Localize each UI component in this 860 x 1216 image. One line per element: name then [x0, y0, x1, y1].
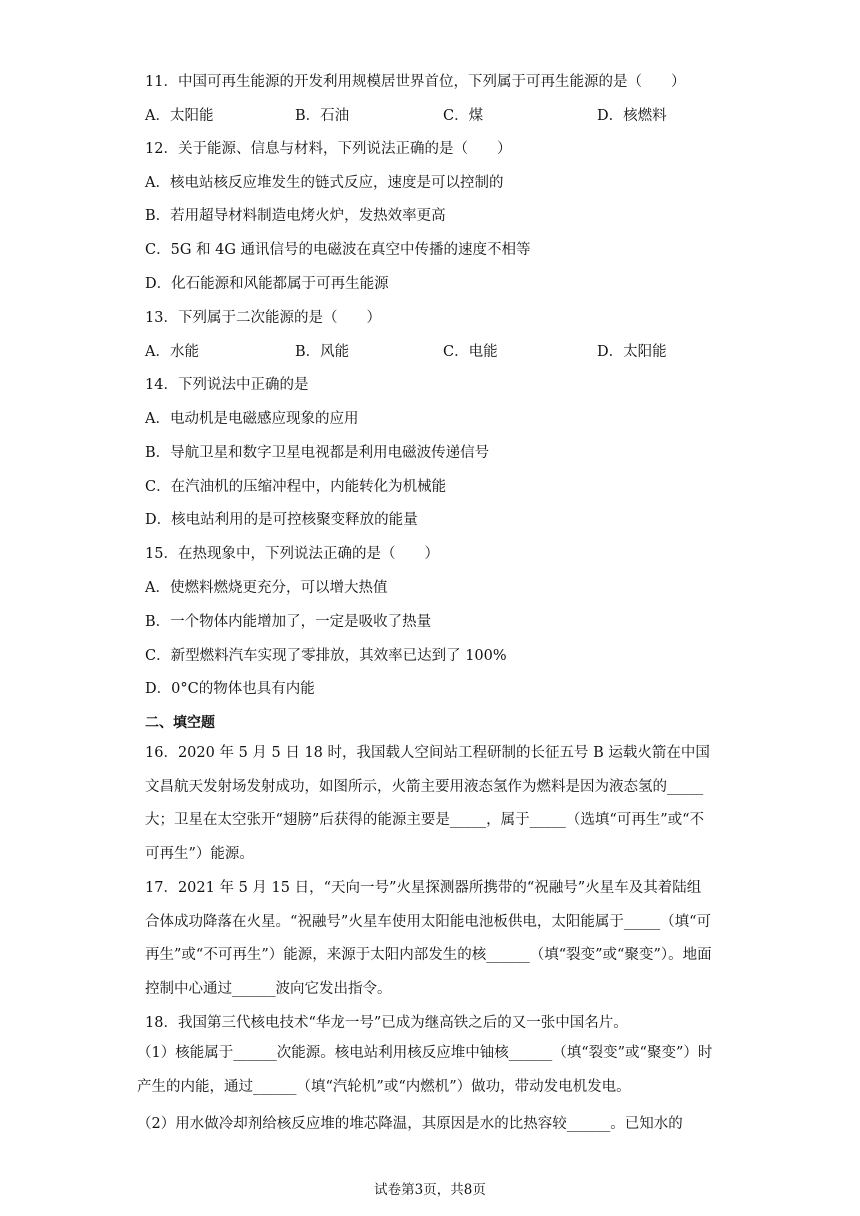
q14-stem: 14．下列说法中正确的是 [145, 377, 309, 393]
q15-option-b: B．一个物体内能增加了，一定是吸收了热量 [145, 614, 432, 630]
q14-option-c: C．在汽油机的压缩冲程中，内能转化为机械能 [145, 479, 447, 495]
q13-stem: 13．下列属于二次能源的是（ ） [145, 310, 381, 326]
q15-option-c: C．新型燃料汽车实现了零排放，其效率已达到了 100% [145, 648, 507, 664]
q11-option-b: B．石油 [295, 108, 350, 124]
q18-stem: 18．我国第三代核电技术“华龙一号”已成为继高铁之后的又一张中国名片。 [145, 1015, 628, 1031]
q13-option-a: A．水能 [145, 344, 199, 360]
q13-option-c: C．电能 [443, 344, 498, 360]
q12-option-d: D．化石能源和风能都属于可再生能源 [145, 276, 389, 292]
q17-text: 17．2021 年 5 月 15 日，“天向一号”火星探测器所携带的“祝融号”火星车及其着陆组合体成功降落在火星。“祝融号”火星车使用太阳能电池板供电，太阳能属于_____（填“可再生”或“不可再生”）能源，来源于太阳内部发生的核______（填“裂变”或“聚变”）。地面控制中心通过______波向它发出指令。 [145, 880, 712, 997]
q12-option-a: A．核电站核反应堆发生的链式反应，速度是可以控制的 [145, 175, 504, 191]
q12-stem: 12．关于能源、信息与材料，下列说法正确的是（ ） [145, 141, 512, 157]
q14-option-d: D．核电站利用的是可控核聚变释放的能量 [145, 512, 418, 528]
q18-part1: （1）核能属于______次能源。核电站利用核反应堆中铀核______（填“裂变”或“聚变”）时产生的内能，通过______（填“汽轮机”或“内燃机”）做功，带动发电机发电。 [137, 1045, 713, 1095]
q18-part2: （2）用水做冷却剂给核反应堆的堆芯降温，其原因是水的比热容较______。已知水的 [137, 1116, 683, 1132]
page-footer: 试卷第3页，共8页 [374, 1182, 486, 1198]
q11-option-a: A．太阳能 [145, 108, 214, 124]
q15-option-a: A．使燃料燃烧更充分，可以增大热值 [145, 580, 388, 596]
q13-option-b: B．风能 [295, 344, 350, 360]
q14-option-a: A．电动机是电磁感应现象的应用 [145, 411, 359, 427]
q11-stem: 11．中国可再生能源的开发利用规模居世界首位，下列属于可再生能源的是（ ） [145, 74, 686, 90]
q12-option-b: B．若用超导材料制造电烤火炉，发热效率更高 [145, 208, 446, 224]
q14-option-b: B．导航卫星和数字卫星电视都是利用电磁波传递信号 [145, 445, 490, 461]
q15-stem: 15．在热现象中，下列说法正确的是（ ） [145, 546, 439, 562]
q12-option-c: C．5G 和 4G 通讯信号的电磁波在真空中传播的速度不相等 [145, 242, 531, 258]
q15-option-d: D．0°C的物体也具有内能 [145, 681, 315, 697]
q11-option-c: C．煤 [443, 108, 484, 124]
q13-option-d: D．太阳能 [597, 344, 667, 360]
q11-option-d: D．核燃料 [597, 108, 667, 124]
q16-text: 16．2020 年 5 月 5 日 18 时，我国载人空间站工程研制的长征五号 B 运载火箭在中国文昌航天发射场发射成功，如图所示，火箭主要用液态氢作为燃料是因为液态氢的_____大；卫星在太空张开“翅膀”后获得的能源主要是_____，属于_____（选填“可再生”或“不可再生”）能源。 [145, 745, 710, 862]
section-heading: 二、填空题 [145, 715, 215, 731]
